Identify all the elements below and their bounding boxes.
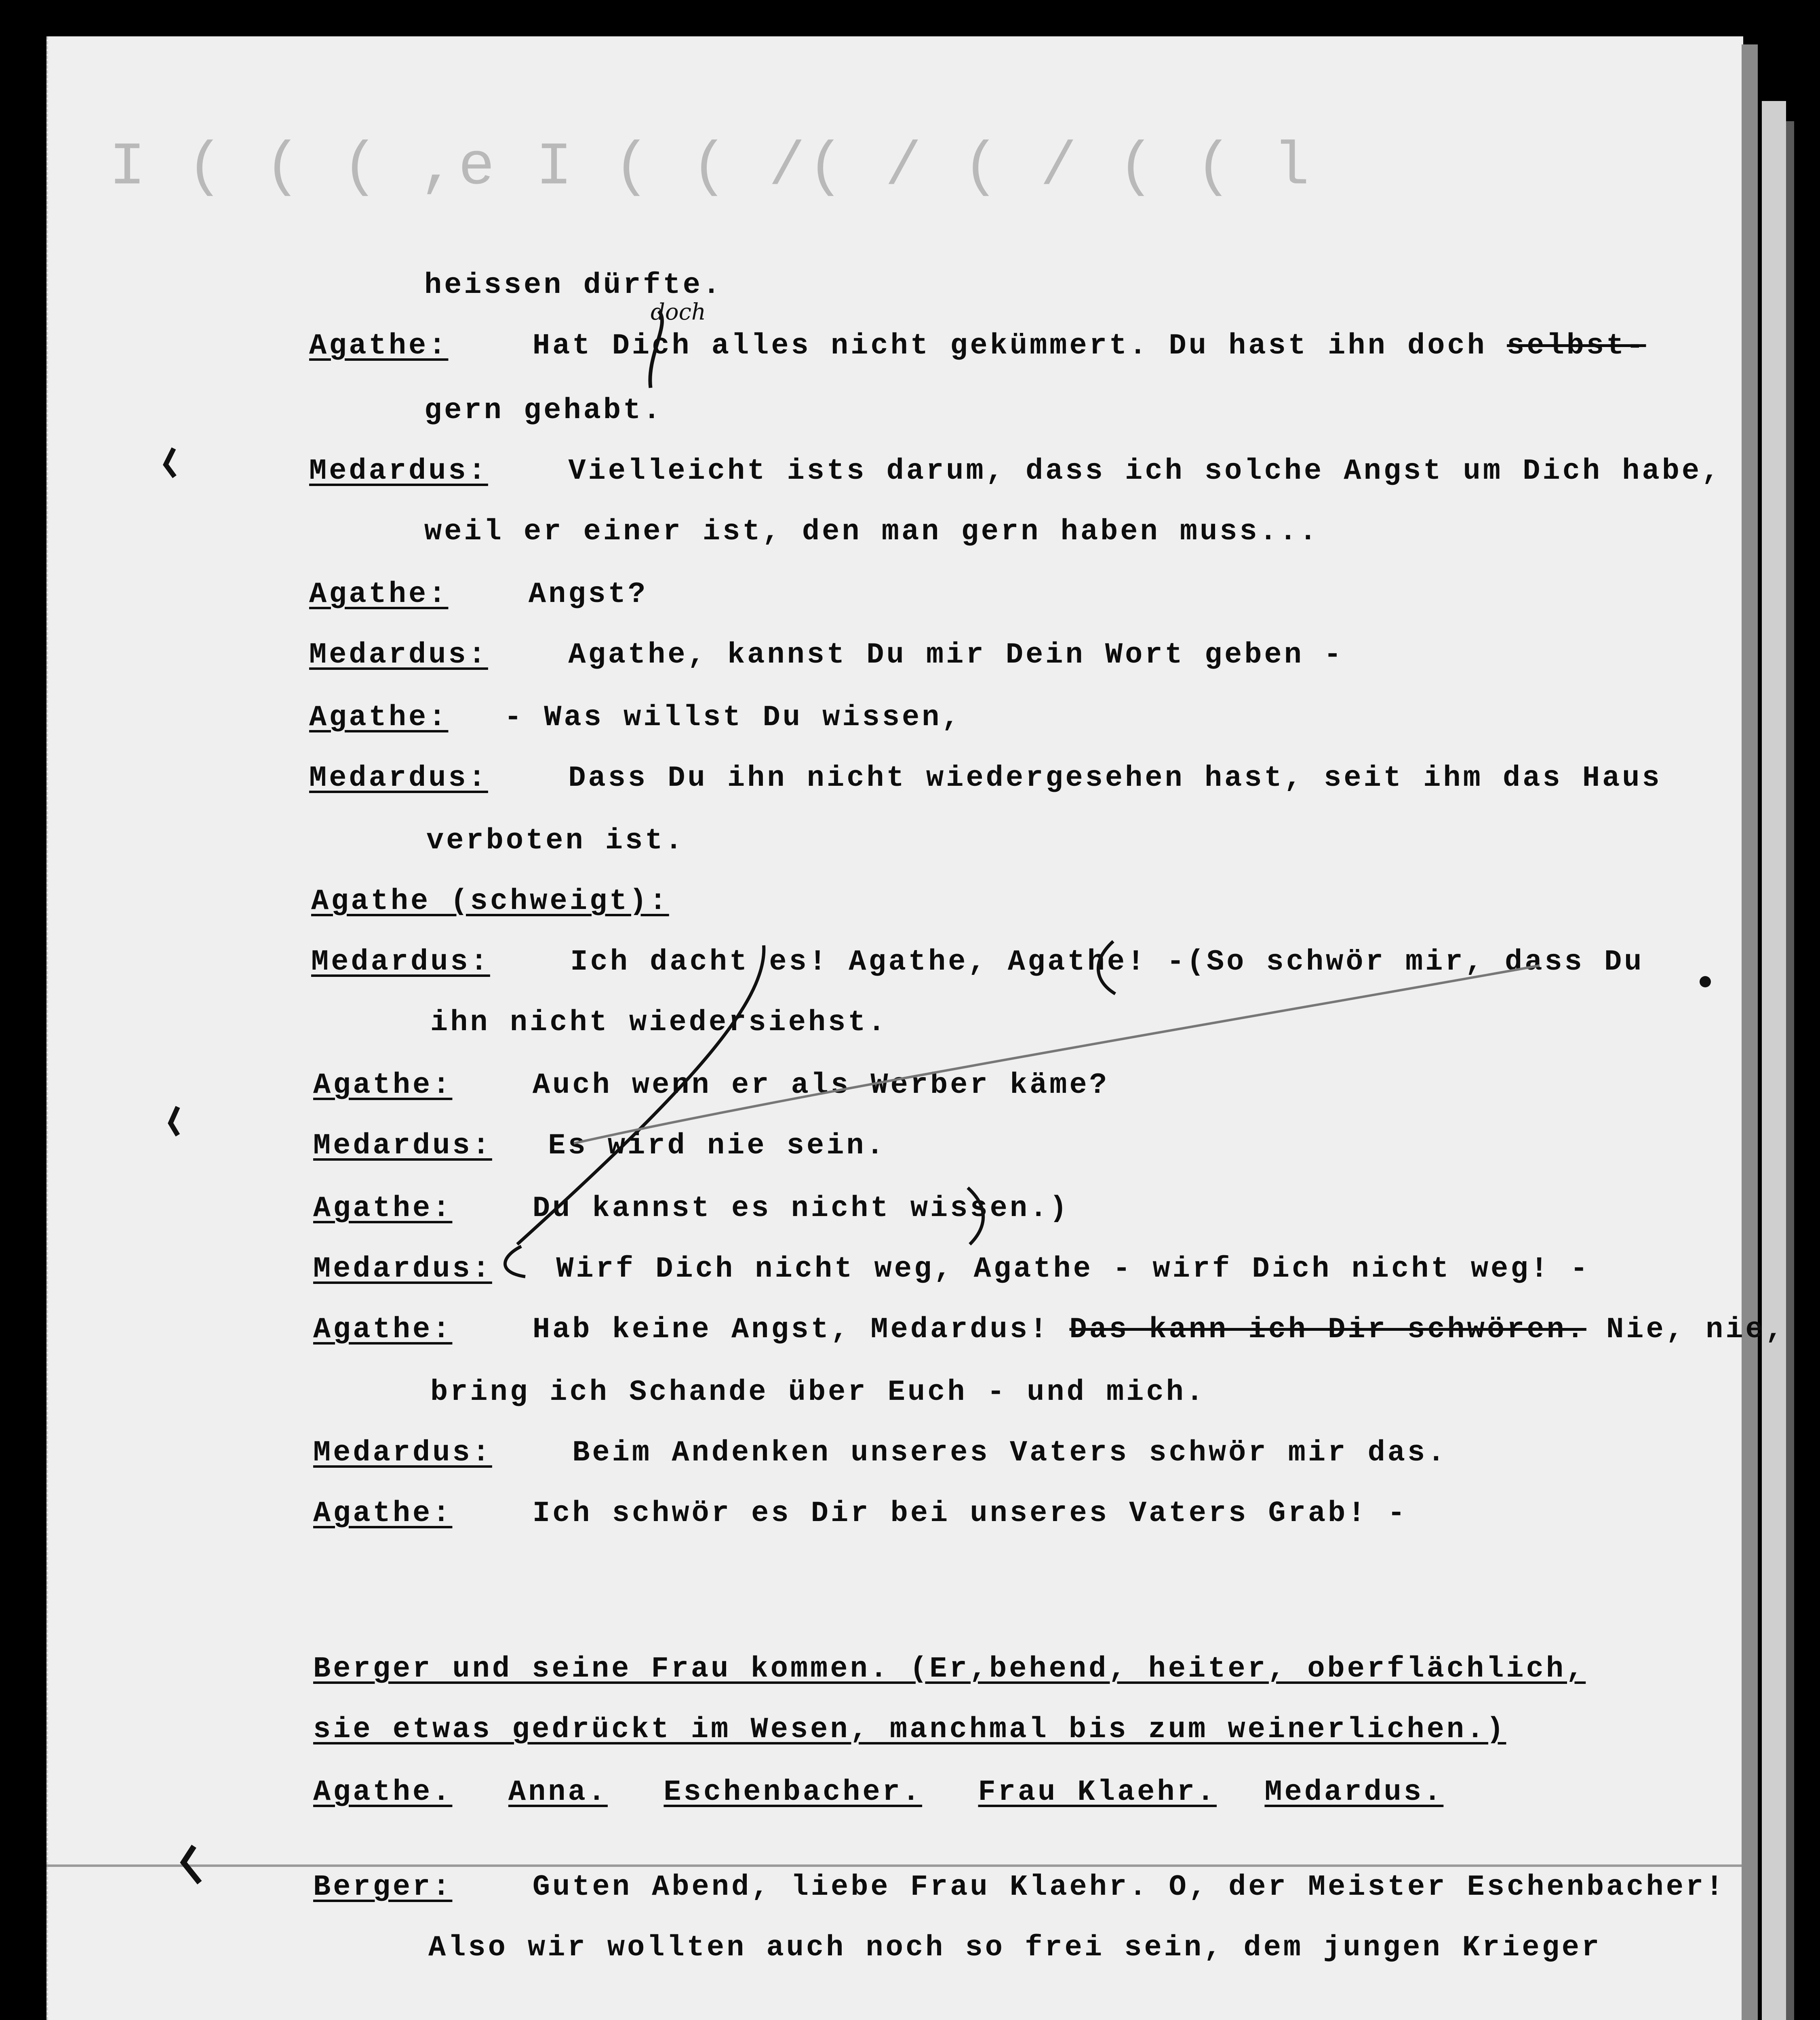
cast-name: Medardus. [1264,1776,1444,1809]
speaker-name: Agathe: [309,329,449,362]
struck-text: Das kann ich Dir schwören. [1069,1313,1586,1346]
line-text: Also wir wollten auch noch so frei sein, dem jungen Krieger [428,1931,1602,1964]
line-text: Du kannst es nicht wissen.) [532,1192,1070,1225]
pencil-stroke [574,966,1540,1143]
line-text: Nie, nie, [1586,1313,1785,1346]
stage-direction-line: Berger und seine Frau kommen. (Er,behend, heiter, oberflächlich, [313,1652,1586,1685]
speaker-name: Agathe (schweigt): [311,885,669,918]
handwritten-insertion: doch [651,299,706,325]
speaker-name: Medardus: [309,638,488,671]
line-text: Hat Dich [532,329,712,362]
speaker-name: Agathe: [313,1069,453,1102]
speaker-name: Agathe: [313,1497,453,1530]
punch-mark [183,1846,200,1883]
speaker-name: Medardus: [309,762,488,795]
line-text: Dass Du ihn nicht wiedergesehen hast, seit ihm das Haus [568,762,1662,795]
speaker-name: Medardus: [309,455,488,488]
speaker-name: Agathe: [313,1192,453,1225]
open-parenthesis [1098,941,1115,994]
punch-mark [171,1107,178,1135]
pencil-stroke [517,945,764,1244]
open-parenthesis [505,1246,525,1277]
cast-name: Anna. [508,1776,608,1809]
line-text: Agathe, kannst Du mir Dein Wort geben - [568,638,1344,671]
line-text: weil er einer ist, den man gern haben muss... [424,515,1319,548]
line-text: Auch wenn er als Werber käme? [532,1069,1109,1102]
line-text: heissen dürfte. [424,269,723,302]
margin-dot [1700,976,1711,987]
line-text: Angst? [528,578,648,611]
line-text: bring ich Schande über Euch - und mich. [430,1376,1206,1409]
line-text: Es wird nie sein. [548,1129,886,1162]
punch-mark [166,448,175,477]
line-text: verboten ist. [426,824,685,857]
line-text: Wirf Dich nicht weg, Agathe - wirf Dich nicht weg! - [556,1252,1590,1286]
speaker-name: Medardus: [313,1436,492,1469]
line-text: - Was willst Du wissen, [504,701,962,734]
speaker-name: Berger: [313,1871,453,1904]
line-text: Guten Abend, liebe Frau Klaehr. O, der Meister Eschenbacher! [532,1871,1726,1904]
line-text: Ich dacht es! Agathe, Agathe! -(So schwör mir, dass Du [570,945,1644,978]
speaker-name: Agathe: [309,578,449,611]
speaker-name: Agathe: [309,701,449,734]
stage-direction-line: sie etwas gedrückt im Wesen, manchmal bis zum weinerlichen.) [313,1713,1506,1746]
bleed-through-text: I ( ( ( ,e I ( ( /( / ( / ( ( l [109,133,1312,198]
line-text: Hab keine Angst, Medardus! [532,1313,1070,1346]
line-text: Vielleicht ists darum, dass ich solche Angst um Dich habe, [568,455,1722,488]
speaker-name: Agathe: [313,1313,453,1346]
line-text: ihn nicht wiedersiehst. [430,1006,888,1039]
speaker-name: Medardus: [313,1252,492,1286]
line-text: Beim Andenken unseres Vaters schwör mir das. [572,1436,1447,1469]
cast-name: Frau Klaehr. [978,1776,1217,1809]
cast-name: Agathe. [313,1776,453,1809]
speaker-name: Medardus: [313,1129,492,1162]
insertion-caret [650,311,662,388]
line-text: gern gehabt. [424,394,663,427]
close-parenthesis [968,1188,983,1244]
line-text: alles nicht gekümmert. Du hast ihn doch [711,329,1507,362]
cast-name: Eschenbacher. [664,1776,923,1809]
line-text: Ich schwör es Dir bei unseres Vaters Grab! - [532,1497,1407,1530]
speaker-name: Medardus: [311,945,490,978]
struck-text: selbst- [1507,329,1646,362]
